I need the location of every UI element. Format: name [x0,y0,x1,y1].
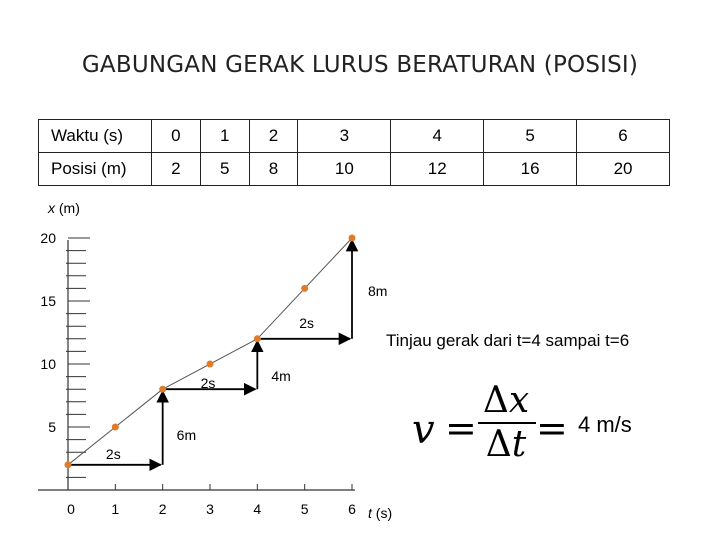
velocity-formula [412,380,568,470]
table-cell: 10 [298,153,391,186]
formula-v: v [412,407,435,453]
explanation-text: Tinjau gerak dari t=4 sampai t=6 [386,331,630,350]
annotation-label: 2s [200,375,216,392]
y-tick-label: 5 [48,419,56,435]
row-header: Waktu (s) [39,120,152,153]
annotation-label: 8m [368,283,388,299]
x-tick-label: 4 [253,501,262,517]
data-point [65,461,72,468]
table-cell: 3 [298,120,391,153]
table-cell: 8 [249,153,298,186]
table-cell: 0 [152,120,201,153]
table-cell: 5 [484,120,577,153]
formula-equals-2: = [536,406,568,450]
row-header: Posisi (m) [39,153,152,186]
table-cell: 4 [391,120,484,153]
y-tick-label: 20 [40,230,56,246]
page-title: GABUNGAN GERAK LURUS BERATURAN (POSISI) [81,52,639,78]
data-point [254,335,261,342]
table-cell: 6 [577,120,670,153]
data-point [301,285,308,292]
table-cell: 16 [484,153,577,186]
table-cell: 5 [200,153,249,186]
annotation-label: 2s [299,314,315,331]
x-tick-label: 1 [111,501,120,517]
annotation-label: 6m [176,426,197,443]
table-cell: 12 [391,153,484,186]
table-cell: 2 [249,120,298,153]
x-tick-label: 3 [206,501,214,517]
data-point [349,235,356,242]
data-point [207,361,214,368]
table-cell: 2 [152,153,201,186]
x-tick-label: 0 [67,501,75,517]
table-cell: 1 [200,120,249,153]
formula-numerator: Δx [482,380,530,421]
formula-equals: = [445,406,477,450]
data-point [112,424,119,431]
y-tick-label: 10 [40,356,56,372]
x-tick-label: 2 [158,501,167,517]
formula-denominator: Δt [485,424,527,465]
y-axis-label: x (m) [48,200,80,216]
annotation-label: 2s [105,445,121,462]
velocity-result: 4 m/s [578,412,632,437]
data-point [159,386,166,393]
x-axis-label: t (s) [368,505,393,521]
y-tick-label: 15 [40,293,56,309]
x-tick-label: 5 [300,501,309,517]
annotation-label: 4m [271,368,291,385]
table-cell: 20 [577,153,670,186]
x-tick-label: 6 [348,501,356,517]
